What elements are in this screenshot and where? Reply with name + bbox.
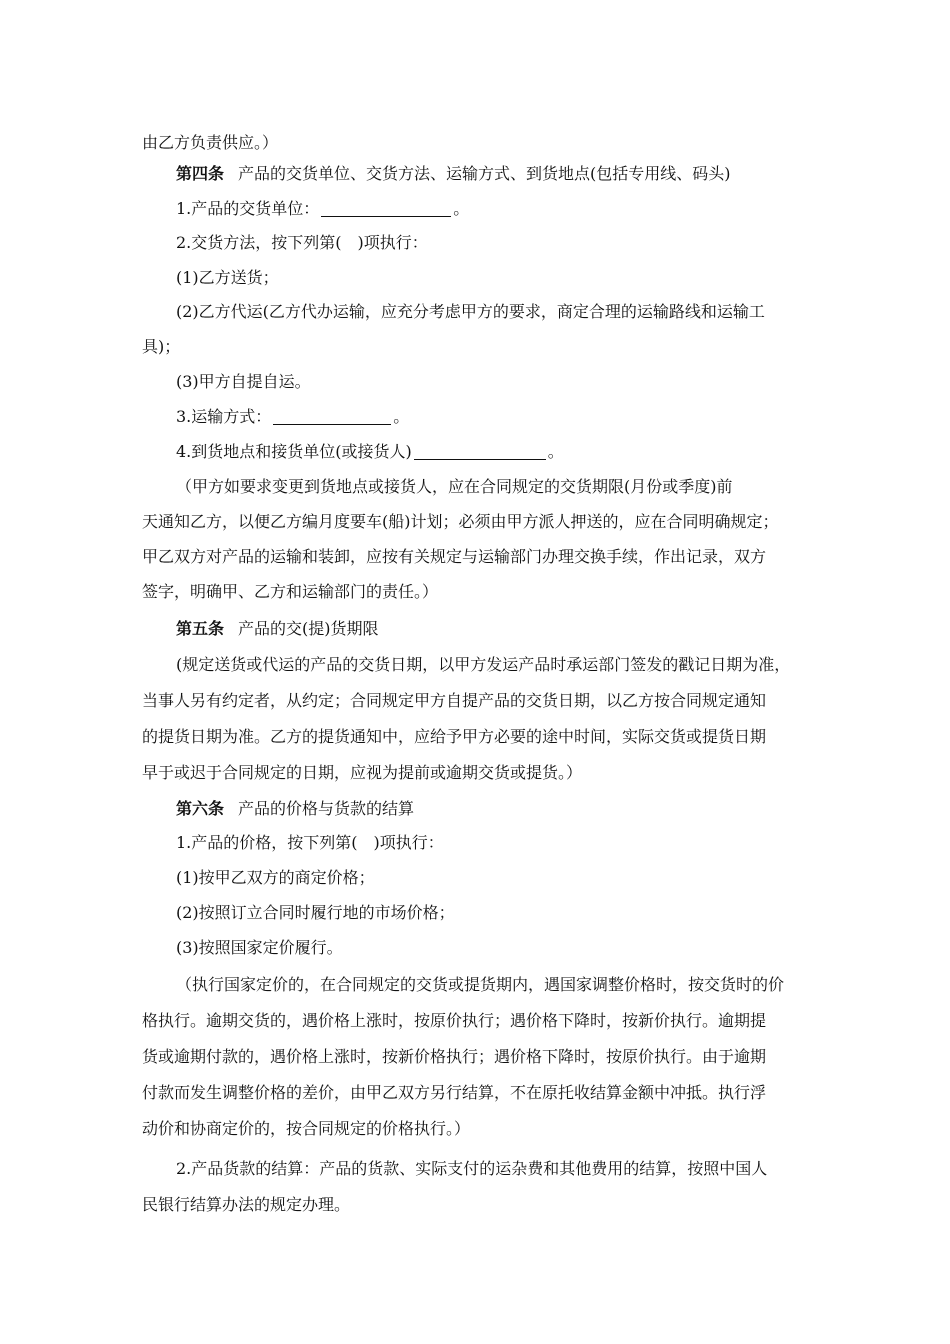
text-line: 3.运输方式： 。 <box>176 407 410 426</box>
text-line: 的提货日期为准。乙方的提货通知中，应给予甲方必要的途中时间，实际交货或提货日期 <box>142 727 767 746</box>
fill-in-blank[interactable] <box>273 406 391 425</box>
text-line: 1.产品的价格，按下列第( )项执行： <box>176 833 444 852</box>
article-title: 产品的价格与货款的结算 <box>238 799 415 818</box>
text-line: （甲方如要求变更到货地点或接货人，应在合同规定的交货期限(月份或季度)前 <box>176 477 733 496</box>
article-title: 产品的交货单位、交货方法、运输方式、到货地点(包括专用线、码头) <box>238 164 731 183</box>
text-line: (规定送货或代运的产品的交货日期，以甲方发运产品时承运部门签发的戳记日期为准， <box>176 655 791 674</box>
text-line: (3)甲方自提自运。 <box>176 372 311 391</box>
article-title: 产品的交(提)货期限 <box>238 619 379 638</box>
text-line: 4.到货地点和接货单位(或接货人) 。 <box>176 442 564 461</box>
text-line: 付款而发生调整价格的差价，由甲乙双方另行结算，不在原托收结算金额中冲抵。执行浮 <box>142 1083 767 1102</box>
text-line: 格执行。逾期交货的，遇价格上涨时，按原价执行；遇价格下降时，按新价执行。逾期提 <box>142 1011 767 1030</box>
text-line: (1)乙方送货； <box>176 268 279 287</box>
fill-in-blank[interactable] <box>414 441 546 460</box>
text-line: 由乙方负责供应。） <box>142 133 279 152</box>
text-line: 货或逾期付款的，遇价格上涨时，按新价格执行；遇价格下降时，按原价执行。由于逾期 <box>142 1047 767 1066</box>
text-line: （执行国家定价的，在合同规定的交货或提货期内，遇国家调整价格时，按交货时的价 <box>176 975 785 994</box>
text-line: 2.交货方法，按下列第( )项执行： <box>176 233 428 252</box>
text-line: (3)按照国家定价履行。 <box>176 938 343 957</box>
text-line: 民银行结算办法的规定办理。 <box>142 1195 351 1214</box>
text-line: 1.产品的交货单位： 。 <box>176 199 470 218</box>
article-5-heading <box>0 612 950 646</box>
article-6-heading <box>0 792 950 826</box>
article-4-heading <box>0 157 950 191</box>
text-line: 当事人另有约定者，从约定；合同规定甲方自提产品的交货日期，以乙方按合同规定通知 <box>142 691 767 710</box>
article-number: 第六条 <box>176 799 225 818</box>
text-line: 签字，明确甲、乙方和运输部门的责任。） <box>142 582 439 601</box>
fill-in-blank[interactable] <box>321 198 451 217</box>
text-line: 早于或迟于合同规定的日期，应视为提前或逾期交货或提货。） <box>142 763 583 782</box>
text-line: 动价和协商定价的，按合同规定的价格执行。） <box>142 1119 471 1138</box>
text-line: 具)； <box>142 337 181 356</box>
text-line: 甲乙双方对产品的运输和装卸，应按有关规定与运输部门办理交换手续，作出记录，双方 <box>142 547 767 566</box>
text-line: 2.产品货款的结算：产品的货款、实际支付的运杂费和其他费用的结算，按照中国人 <box>176 1159 768 1178</box>
text-line: (2)乙方代运(乙方代办运输，应充分考虑甲方的要求，商定合理的运输路线和运输工 <box>176 302 765 321</box>
text-line: 天通知乙方，以便乙方编月度要车(船)计划；必须由甲方派人押送的，应在合同明确规定； <box>142 512 779 531</box>
article-number: 第四条 <box>176 164 225 183</box>
article-number: 第五条 <box>176 619 225 638</box>
text-line: (2)按照订立合同时履行地的市场价格； <box>176 903 455 922</box>
text-line: (1)按甲乙双方的商定价格； <box>176 868 375 887</box>
